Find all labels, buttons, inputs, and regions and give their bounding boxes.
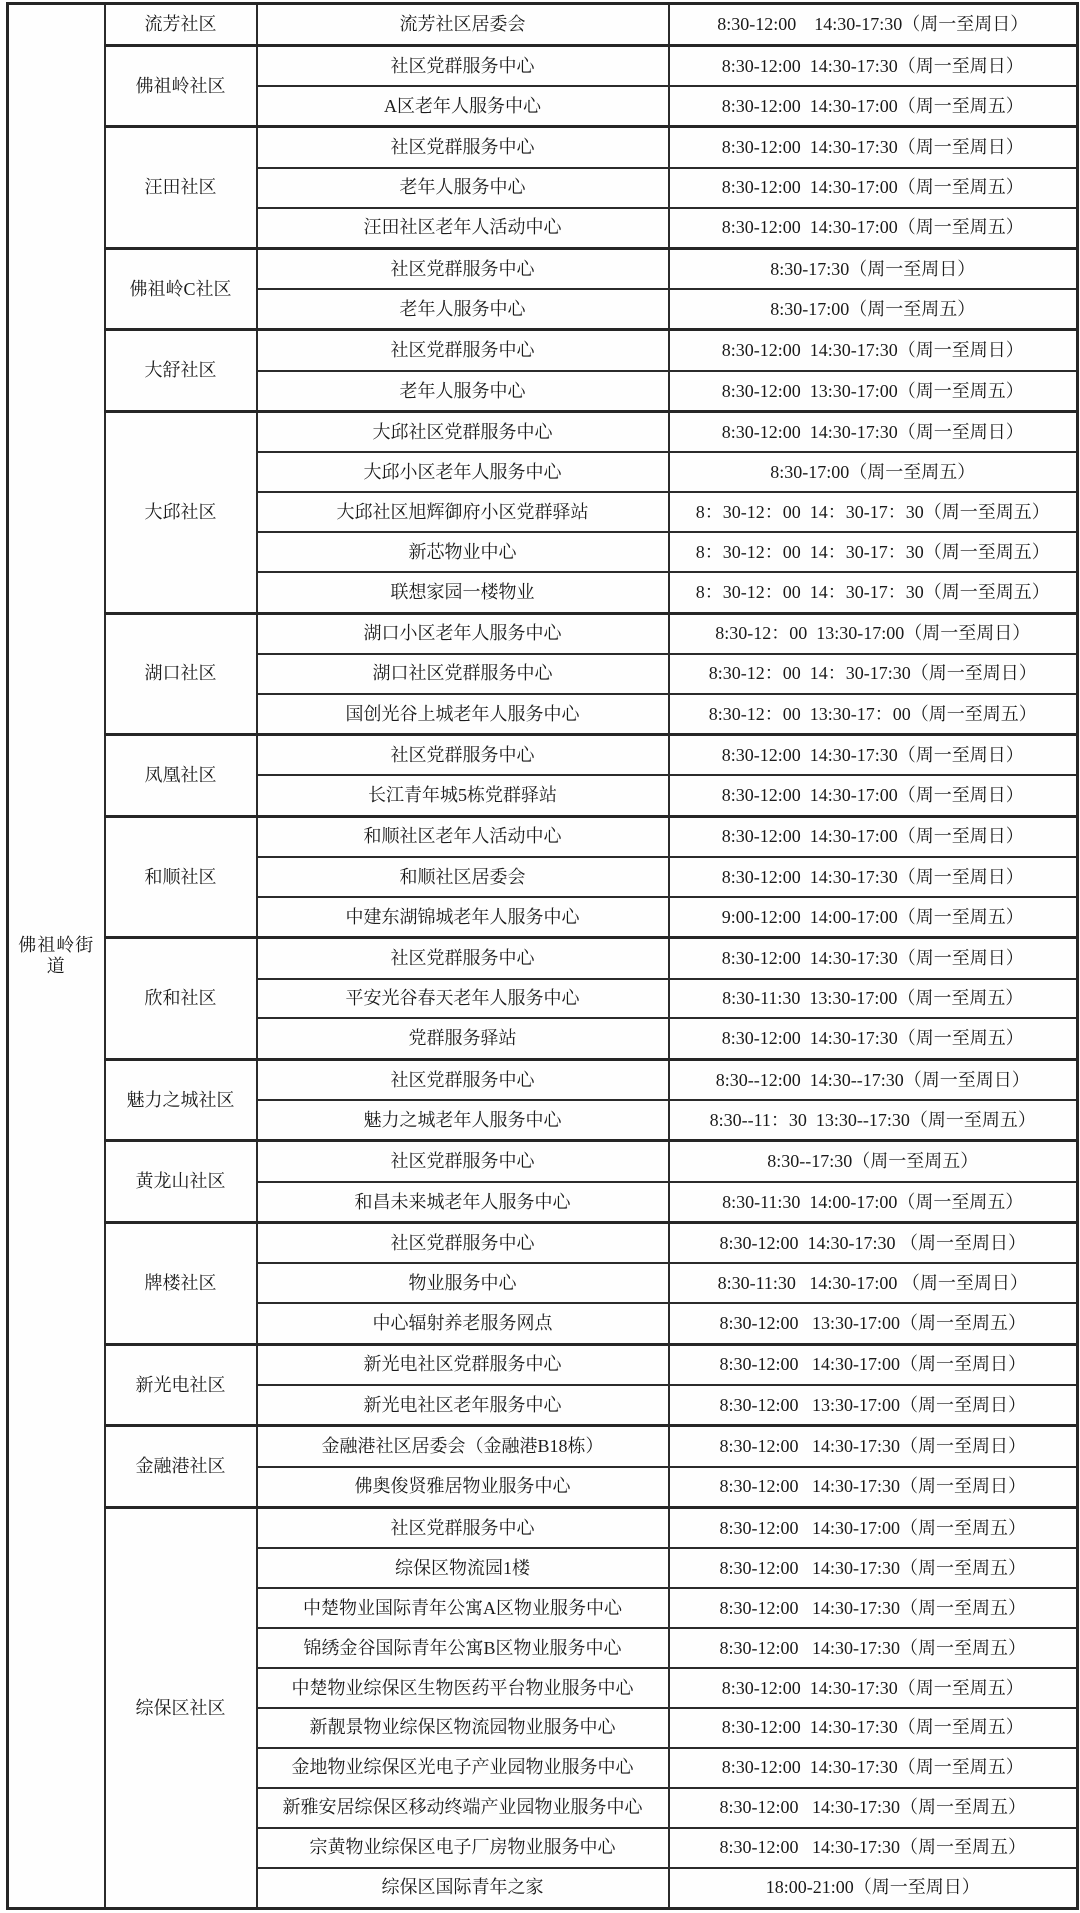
- table-row: [8, 1223, 1078, 1264]
- site-cell: 大邱小区老年人服务中心: [257, 452, 669, 492]
- hours-cell: 8:30-12:00 14:30-17:30（周一至周日）: [669, 4, 1078, 46]
- table-row: [8, 816, 1078, 857]
- hours-cell: 8:30-12:00 14:30-17:30（周一至周日）: [669, 1467, 1078, 1508]
- hours-cell: 8:30--17:30（周一至周五）: [669, 1141, 1078, 1182]
- hours-cell: 9:00-12:00 14:00-17:00（周一至周五）: [669, 897, 1078, 938]
- community-cell: 魅力之城社区: [105, 1059, 257, 1141]
- site-cell: 物业服务中心: [257, 1263, 669, 1303]
- table-row: [8, 127, 1078, 168]
- community-cell: 大舒社区: [105, 330, 257, 412]
- hours-cell: 8:30-12:00 14:30-17:30（周一至周日）: [669, 412, 1078, 453]
- hours-cell: 8:30-12:00 14:30-17:00（周一至周五）: [669, 1507, 1078, 1548]
- site-cell: 中楚物业综保区生物医药平台物业服务中心: [257, 1668, 669, 1708]
- hours-cell: 8:30--11：30 13:30--17:30（周一至周五）: [669, 1100, 1078, 1141]
- site-cell: 中心辐射养老服务网点: [257, 1303, 669, 1344]
- hours-cell: 8：30-12：00 14：30-17：30（周一至周五）: [669, 532, 1078, 572]
- community-cell: 和顺社区: [105, 816, 257, 938]
- site-cell: 老年人服务中心: [257, 289, 669, 330]
- table-row: [8, 613, 1078, 654]
- site-cell: 社区党群服务中心: [257, 1223, 669, 1264]
- site-cell: 社区党群服务中心: [257, 1507, 669, 1548]
- community-cell: 湖口社区: [105, 613, 257, 735]
- site-cell: 新靓景物业综保区物流园物业服务中心: [257, 1708, 669, 1748]
- site-cell: 中楚物业国际青年公寓A区物业服务中心: [257, 1588, 669, 1628]
- site-cell: 流芳社区居委会: [257, 4, 669, 46]
- site-cell: 中建东湖锦城老年人服务中心: [257, 897, 669, 938]
- table-row: [8, 735, 1078, 776]
- table-row: [8, 1141, 1078, 1182]
- site-cell: 社区党群服务中心: [257, 938, 669, 979]
- table-row: [8, 1344, 1078, 1385]
- site-cell: 新雅安居综保区移动终端产业园物业服务中心: [257, 1788, 669, 1828]
- hours-cell: 8:30-12:00 14:30-17:30（周一至周五）: [669, 1748, 1078, 1788]
- service-hours-table: [6, 2, 1079, 1910]
- site-cell: 联想家园一楼物业: [257, 572, 669, 613]
- site-cell: 老年人服务中心: [257, 371, 669, 412]
- community-cell: 新光电社区: [105, 1344, 257, 1426]
- hours-cell: 8:30-12:00 14:30-17:30 （周一至周日）: [669, 1223, 1078, 1264]
- hours-cell: 8:30-12:00 14:30-17:00（周一至周日）: [669, 775, 1078, 816]
- site-cell: 金融港社区居委会（金融港B18栋）: [257, 1426, 669, 1467]
- hours-cell: 8:30-12:00 14:30-17:30（周一至周日）: [669, 938, 1078, 979]
- hours-cell: 8:30-12:00 14:30-17:30（周一至周五）: [669, 1548, 1078, 1588]
- community-cell: 综保区社区: [105, 1507, 257, 1908]
- hours-cell: 8:30-12：00 14：30-17:30（周一至周日）: [669, 654, 1078, 694]
- site-cell: 平安光谷春天老年人服务中心: [257, 979, 669, 1019]
- site-cell: 国创光谷上城老年人服务中心: [257, 694, 669, 735]
- table-row: [8, 938, 1078, 979]
- site-cell: 和顺社区老年人活动中心: [257, 816, 669, 857]
- site-cell: 党群服务驿站: [257, 1018, 669, 1059]
- hours-cell: 8:30-12:00 14:30-17:30（周一至周五）: [669, 1668, 1078, 1708]
- hours-cell: 8：30-12：00 14：30-17：30（周一至周五）: [669, 572, 1078, 613]
- hours-cell: 8:30-12:00 14:30-17:30（周一至周五）: [669, 1018, 1078, 1059]
- hours-cell: 8：30-12：00 14：30-17：30（周一至周五）: [669, 492, 1078, 532]
- site-cell: 锦绣金谷国际青年公寓B区物业服务中心: [257, 1628, 669, 1668]
- site-cell: 社区党群服务中心: [257, 248, 669, 289]
- community-cell: 金融港社区: [105, 1426, 257, 1508]
- site-cell: A区老年人服务中心: [257, 86, 669, 127]
- table-row: [8, 1507, 1078, 1548]
- site-cell: 社区党群服务中心: [257, 1141, 669, 1182]
- site-cell: 汪田社区老年人活动中心: [257, 208, 669, 249]
- table-row: [8, 45, 1078, 86]
- site-cell: 新芯物业中心: [257, 532, 669, 572]
- hours-cell: 8:30-12:00 14:30-17:30（周一至周五）: [669, 1708, 1078, 1748]
- community-cell: 汪田社区: [105, 127, 257, 249]
- hours-cell: 8:30-12:00 14:30-17:30（周一至周五）: [669, 1588, 1078, 1628]
- table-row: [8, 248, 1078, 289]
- site-cell: 佛奥俊贤雅居物业服务中心: [257, 1467, 669, 1508]
- site-cell: 和昌未来城老年人服务中心: [257, 1182, 669, 1223]
- hours-cell: 8:30-12:00 14:30-17:30（周一至周五）: [669, 1628, 1078, 1668]
- community-cell: 流芳社区: [105, 4, 257, 46]
- site-cell: 湖口社区党群服务中心: [257, 654, 669, 694]
- community-cell: 佛祖岭社区: [105, 45, 257, 127]
- table-row: [8, 1059, 1078, 1100]
- site-cell: 社区党群服务中心: [257, 330, 669, 371]
- site-cell: 新光电社区党群服务中心: [257, 1344, 669, 1385]
- community-cell: 欣和社区: [105, 938, 257, 1060]
- hours-cell: 8:30-12:00 14:30-17:00（周一至周日）: [669, 1344, 1078, 1385]
- table-row: [8, 4, 1078, 46]
- site-cell: 和顺社区居委会: [257, 857, 669, 897]
- site-cell: 魅力之城老年人服务中心: [257, 1100, 669, 1141]
- hours-cell: 8:30-12:00 14:30-17:30（周一至周五）: [669, 1828, 1078, 1868]
- hours-cell: 8:30-12：00 13:30-17:00（周一至周日）: [669, 613, 1078, 654]
- site-cell: 湖口小区老年人服务中心: [257, 613, 669, 654]
- hours-cell: 8:30-12:00 14:30-17:00（周一至周五）: [669, 208, 1078, 249]
- site-cell: 社区党群服务中心: [257, 127, 669, 168]
- hours-cell: 8:30-12:00 14:30-17:30（周一至周日）: [669, 1426, 1078, 1467]
- site-cell: 综保区物流园1楼: [257, 1548, 669, 1588]
- street-cell: 佛祖岭街道: [8, 4, 105, 1909]
- site-cell: 综保区国际青年之家: [257, 1868, 669, 1909]
- hours-cell: 8:30-17:00（周一至周五）: [669, 289, 1078, 330]
- hours-cell: 8:30-11:30 14:00-17:00（周一至周五）: [669, 1182, 1078, 1223]
- community-cell: 凤凰社区: [105, 735, 257, 817]
- hours-cell: 8:30-12:00 14:30-17:30（周一至周日）: [669, 735, 1078, 776]
- community-cell: 牌楼社区: [105, 1223, 257, 1345]
- hours-cell: 8:30-12:00 13:30-17:00（周一至周五）: [669, 371, 1078, 412]
- site-cell: 老年人服务中心: [257, 168, 669, 208]
- community-cell: 大邱社区: [105, 412, 257, 613]
- community-cell: 佛祖岭C社区: [105, 248, 257, 330]
- hours-cell: 8:30--12:00 14:30--17:30（周一至周日）: [669, 1059, 1078, 1100]
- site-cell: 大邱社区旭辉御府小区党群驿站: [257, 492, 669, 532]
- table-row: [8, 412, 1078, 453]
- hours-cell: 8:30-12:00 14:30-17:30（周一至周日）: [669, 45, 1078, 86]
- hours-cell: 8:30-17:00（周一至周五）: [669, 452, 1078, 492]
- site-cell: 金地物业综保区光电子产业园物业服务中心: [257, 1748, 669, 1788]
- hours-cell: 8:30-17:30（周一至周日）: [669, 248, 1078, 289]
- hours-cell: 8:30-12:00 14:30-17:30（周一至周日）: [669, 330, 1078, 371]
- table-row: [8, 1426, 1078, 1467]
- hours-cell: 8:30-12:00 14:30-17:00（周一至周日）: [669, 816, 1078, 857]
- hours-cell: 8:30-11:30 13:30-17:00（周一至周五）: [669, 979, 1078, 1019]
- site-cell: 大邱社区党群服务中心: [257, 412, 669, 453]
- site-cell: 长江青年城5栋党群驿站: [257, 775, 669, 816]
- hours-cell: 8:30-12:00 14:30-17:30（周一至周日）: [669, 127, 1078, 168]
- hours-cell: 8:30-12:00 14:30-17:00（周一至周五）: [669, 168, 1078, 208]
- community-cell: 黄龙山社区: [105, 1141, 257, 1223]
- site-cell: 新光电社区老年服务中心: [257, 1385, 669, 1426]
- table-row: [8, 330, 1078, 371]
- hours-cell: 8:30-12:00 14:30-17:30（周一至周日）: [669, 857, 1078, 897]
- site-cell: 社区党群服务中心: [257, 1059, 669, 1100]
- hours-cell: 8:30-12:00 14:30-17:30（周一至周五）: [669, 1788, 1078, 1828]
- hours-cell: 8:30-12:00 13:30-17:00（周一至周日）: [669, 1385, 1078, 1426]
- site-cell: 社区党群服务中心: [257, 735, 669, 776]
- hours-cell: 8:30-12：00 13:30-17：00（周一至周五）: [669, 694, 1078, 735]
- site-cell: 社区党群服务中心: [257, 45, 669, 86]
- hours-cell: 8:30-12:00 14:30-17:00（周一至周五）: [669, 86, 1078, 127]
- hours-cell: 8:30-12:00 13:30-17:00（周一至周五）: [669, 1303, 1078, 1344]
- hours-cell: 8:30-11:30 14:30-17:00 （周一至周日）: [669, 1263, 1078, 1303]
- hours-cell: 18:00-21:00（周一至周日）: [669, 1868, 1078, 1909]
- site-cell: 宗黄物业综保区电子厂房物业服务中心: [257, 1828, 669, 1868]
